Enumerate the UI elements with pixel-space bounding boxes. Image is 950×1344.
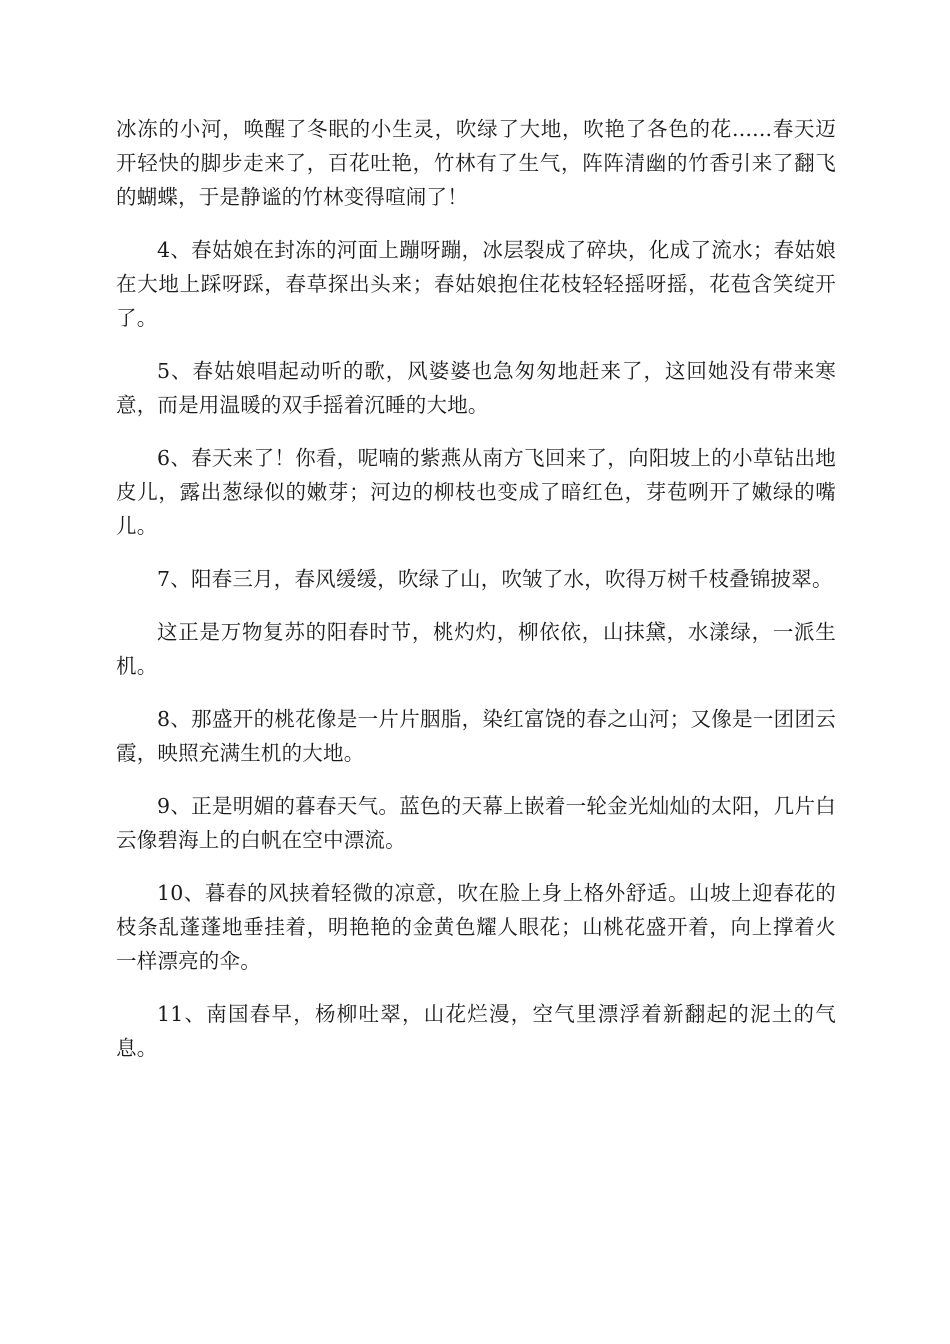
paragraph-4: 4、春姑娘在封冻的河面上蹦呀蹦，冰层裂成了碎块，化成了流水；春姑娘在大地上踩呀踩，春草探出头来；春姑娘抱住花枝轻轻摇呀摇，花苞含笑绽开了。 [116, 238, 836, 330]
document-page [116, 112, 836, 1084]
paragraph-7-continued: 这正是万物复苏的阳春时节，桃灼灼，柳依依，山抹黛，水漾绿，一派生机。 [116, 620, 836, 678]
paragraph-10: 10、暮春的风挟着轻微的凉意，吹在脸上身上格外舒适。山坡上迎春花的枝条乱蓬蓬地垂挂着，明艳艳的金黄色耀人眼花；山桃花盛开着，向上撑着火一样漂亮的伞。 [116, 881, 836, 973]
paragraph-7: 7、阳春三月，春风缓缓，吹绿了山，吹皱了水，吹得万树千枝叠锦披翠。 [157, 567, 833, 591]
paragraph-8: 8、那盛开的桃花像是一片片胭脂，染红富饶的春之山河；又像是一团团云霞，映照充满生机的大地。 [116, 707, 836, 765]
paragraph-6: 6、春天来了！你看，呢喃的紫燕从南方飞回来了，向阳坡上的小草钻出地皮儿，露出葱绿似的嫩芽；河边的柳枝也变成了暗红色，芽苞咧开了嫩绿的嘴儿。 [116, 446, 836, 538]
paragraph-continuation: 冰冻的小河，唤醒了冬眠的小生灵，吹绿了大地，吹艳了各色的花......春天迈开轻快的脚步走来了，百花吐艳，竹林有了生气，阵阵清幽的竹香引来了翻飞的蝴蝶，于是静谧的竹林变得喧闹了！ [116, 117, 836, 209]
paragraph-9: 9、正是明媚的暮春天气。蓝色的天幕上嵌着一轮金光灿灿的太阳，几片白云像碧海上的白帆在空中漂流。 [116, 794, 836, 852]
paragraph-11: 11、南国春早，杨柳吐翠，山花烂漫，空气里漂浮着新翻起的泥土的气息。 [116, 1002, 836, 1060]
paragraph-5: 5、春姑娘唱起动听的歌，风婆婆也急匆匆地赶来了，这回她没有带来寒意，而是用温暖的双手摇着沉睡的大地。 [116, 359, 836, 417]
